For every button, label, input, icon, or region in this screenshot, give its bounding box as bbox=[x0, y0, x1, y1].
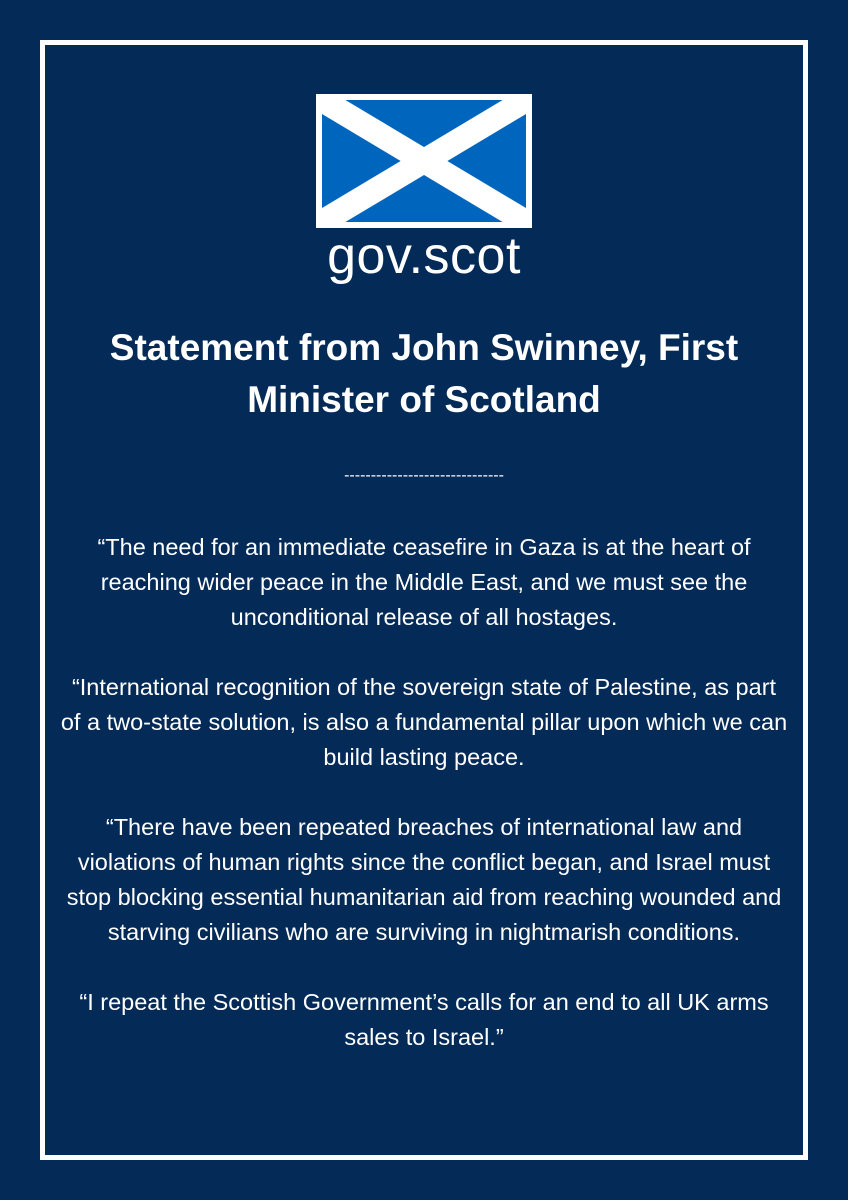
statement-paragraph-1: “The need for an immediate ceasefire in Gaza is at the heart of reaching wider peace in the Middle East, and we must see the unconditional release of all hostages. bbox=[97, 534, 751, 630]
statement-paragraph-4: “I repeat the Scottish Government’s calls for an end to all UK arms sales to Israel.” bbox=[79, 989, 769, 1050]
statement-paragraph-3: “There have been repeated breaches of international law and violations of human rights since the conflict began, and Israel must stop blocking essential humanitarian aid from reaching wounded and starving civilians who are surviving in nightmarish conditions. bbox=[66, 814, 782, 945]
gov-scot-logo-text: gov.scot bbox=[327, 227, 521, 285]
statement-paragraph-2: “International recognition of the sovereign state of Palestine, as part of a two-state solution, is also a fundamental pillar upon which we can build lasting peace. bbox=[60, 674, 788, 770]
saltire-flag-icon bbox=[316, 94, 532, 228]
divider: ------------------------------ bbox=[344, 467, 504, 484]
statement-body bbox=[60, 530, 788, 1090]
page-title: Statement from John Swinney, First Minister of Scotland bbox=[109, 327, 739, 420]
